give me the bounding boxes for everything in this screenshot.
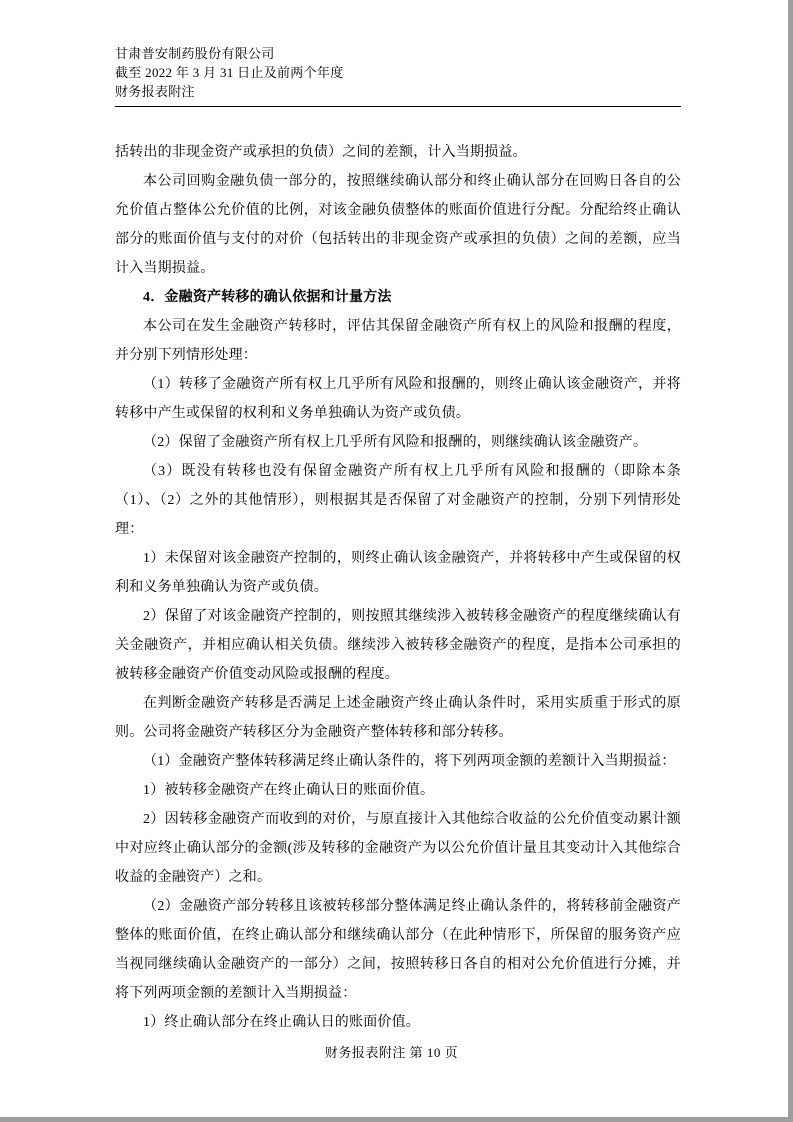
footer-page-label: 财务报表附注 第 10 页 bbox=[324, 1045, 459, 1060]
paragraph: 1）被转移金融资产在终止确认日的账面价值。 bbox=[143, 783, 435, 798]
paragraph: 括转出的非现金资产或承担的负债）之间的差额，计入当期损益。 bbox=[115, 145, 527, 160]
company-name: 甘肃普安制药股份有限公司 bbox=[115, 46, 275, 61]
document-title: 财务报表附注 bbox=[115, 84, 195, 99]
document-header bbox=[115, 44, 681, 107]
report-period: 截至 2022 年 3 月 31 日止及前两个年度 bbox=[115, 65, 344, 80]
document-body bbox=[115, 138, 681, 1037]
paragraph: 本公司回购金融负债一部分的，按照继续确认部分和终止确认部分在回购日各自的公允价值占整体公允价值的比例，对该金融负债整体的账面价值进行分配。分配给终止确认部分的账面价值与支付的对价（包括转出的非现金资产或承担的负债）之间的差额，应当计入当期损益。 bbox=[115, 174, 681, 276]
paragraph: （1）金融资产整体转移满足终止确认条件的，将下列两项金额的差额计入当期损益： bbox=[143, 754, 676, 769]
paragraph: （1）转移了金融资产所有权上几乎所有风险和报酬的，则终止确认该金融资产，并将转移中产生或保留的权利和义务单独确认为资产或负债。 bbox=[115, 377, 681, 421]
paragraph: 1）终止确认部分在终止确认日的账面价值。 bbox=[143, 1015, 420, 1030]
page-footer bbox=[0, 1042, 783, 1061]
paragraph: （3）既没有转移也没有保留金融资产所有权上几乎所有风险和报酬的（即除本条（1）、（2）之外的其他情形），则根据其是否保留了对金融资产的控制，分别下列情形处理： bbox=[115, 464, 681, 537]
paragraph: （2）金融资产部分转移且该被转移部分整体满足终止确认条件的，将转移前金融资产整体的账面价值，在终止确认部分和继续确认部分（在此种情形下，所保留的服务资产应当视同继续确认金融资产的一部分）之间，按照转移日各自的相对公允价值进行分摊，并将下列两项金额的差额计入当期损益： bbox=[115, 899, 681, 1001]
paragraph: 在判断金融资产转移是否满足上述金融资产终止确认条件时，采用实质重于形式的原则。公司将金融资产转移区分为金融资产整体转移和部分转移。 bbox=[115, 696, 681, 740]
paragraph: 2）因转移金融资产而收到的对价，与原直接计入其他综合收益的公允价值变动累计额中对应终止确认部分的金额(涉及转移的金融资产为以公允价值计量且其变动计入其他综合收益的金融资产）之和。 bbox=[115, 812, 681, 885]
paragraph: 1）未保留对该金融资产控制的，则终止确认该金融资产，并将转移中产生或保留的权利和义务单独确认为资产或负债。 bbox=[115, 551, 681, 595]
section-heading: 4．金融资产转移的确认依据和计量方法 bbox=[143, 290, 392, 305]
paragraph: 本公司在发生金融资产转移时，评估其保留金融资产所有权上的风险和报酬的程度，并分别下列情形处理： bbox=[115, 319, 681, 363]
page-content bbox=[115, 44, 681, 1037]
paragraph: （2）保留了金融资产所有权上几乎所有风险和报酬的，则继续确认该金融资产。 bbox=[143, 435, 648, 450]
paragraph: 2）保留了对该金融资产控制的，则按照其继续涉入被转移金融资产的程度继续确认有关金融资产，并相应确认相关负债。继续涉入被转移金融资产的程度，是指本公司承担的被转移金融资产价值变动风险或报酬的程度。 bbox=[115, 609, 681, 682]
